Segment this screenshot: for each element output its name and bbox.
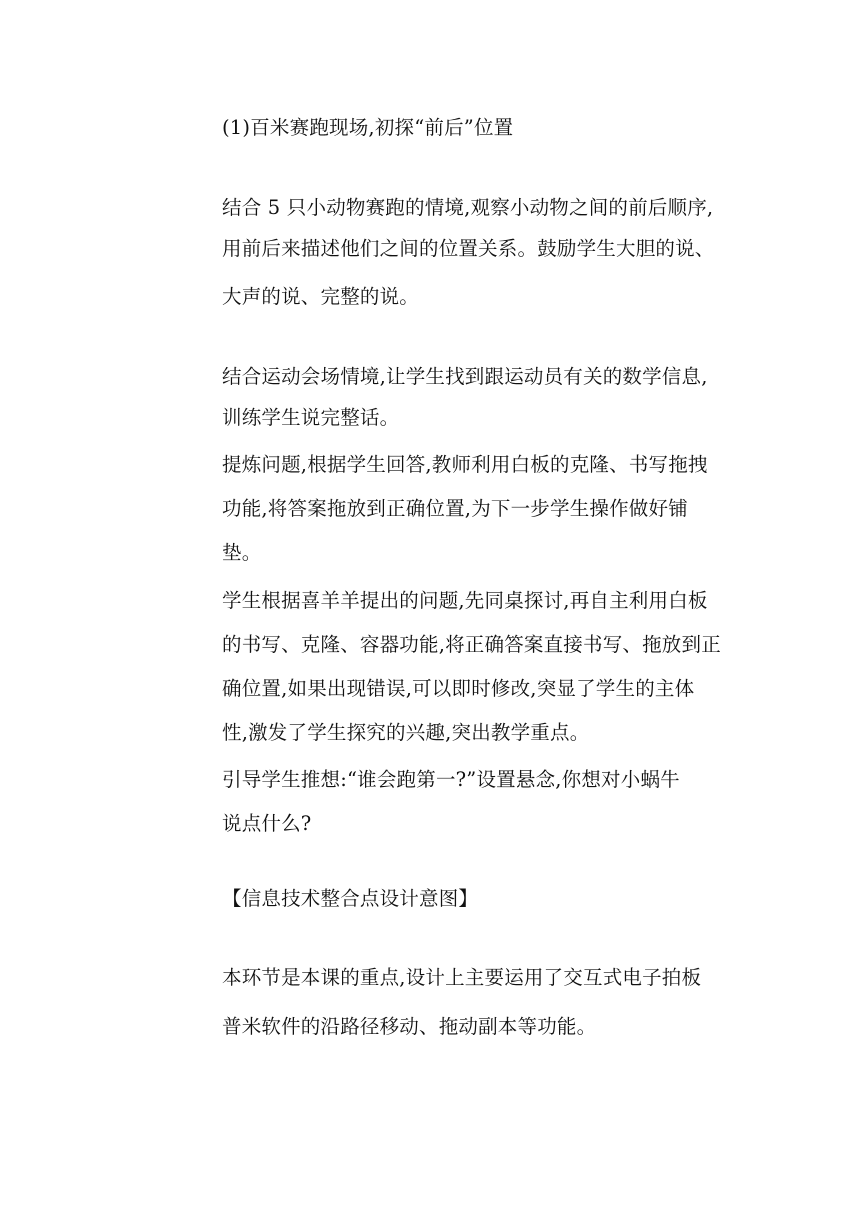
paragraph-line: 提炼问题,根据学生回答,教师利用白板的克隆、书写拖拽 xyxy=(222,453,708,476)
paragraph-line: 垫。 xyxy=(222,541,262,564)
paragraph-line: 结合运动会场情境,让学生找到跟运动员有关的数学信息, xyxy=(222,365,708,388)
paragraph-line: 训练学生说完整话。 xyxy=(222,406,400,429)
paragraph-line: 性,激发了学生探究的兴趣,突出教学重点。 xyxy=(222,721,590,744)
section-heading: 【信息技术整合点设计意图】 xyxy=(222,887,479,910)
paragraph-line: 用前后来描述他们之间的位置关系。鼓励学生大胆的说、 xyxy=(222,237,715,260)
paragraph-line: 学生根据喜羊羊提出的问题,先同桌探讨,再自主利用白板 xyxy=(222,589,708,612)
paragraph-line: 引导学生推想:“谁会跑第一?”设置悬念,你想对小蜗牛 xyxy=(222,768,680,791)
section-heading: (1)百米赛跑现场,初探“前后”位置 xyxy=(222,116,514,139)
paragraph-line: 本环节是本课的重点,设计上主要运用了交互式电子拍板 xyxy=(222,966,702,989)
paragraph-line: 大声的说、完整的说。 xyxy=(222,285,420,308)
paragraph-line: 说点什么? xyxy=(222,812,312,835)
paragraph-line: 确位置,如果出现错误,可以即时修改,突显了学生的主体 xyxy=(222,677,695,700)
paragraph-line: 结合 5 只小动物赛跑的情境,观察小动物之间的前后顺序, xyxy=(222,196,714,219)
paragraph-line: 的书写、克隆、容器功能,将正确答案直接书写、拖放到正 xyxy=(222,633,721,656)
paragraph-line: 普米软件的沿路径移动、拖动副本等功能。 xyxy=(222,1015,597,1038)
paragraph-line: 功能,将答案拖放到正确位置,为下一步学生操作做好铺 xyxy=(222,497,688,520)
